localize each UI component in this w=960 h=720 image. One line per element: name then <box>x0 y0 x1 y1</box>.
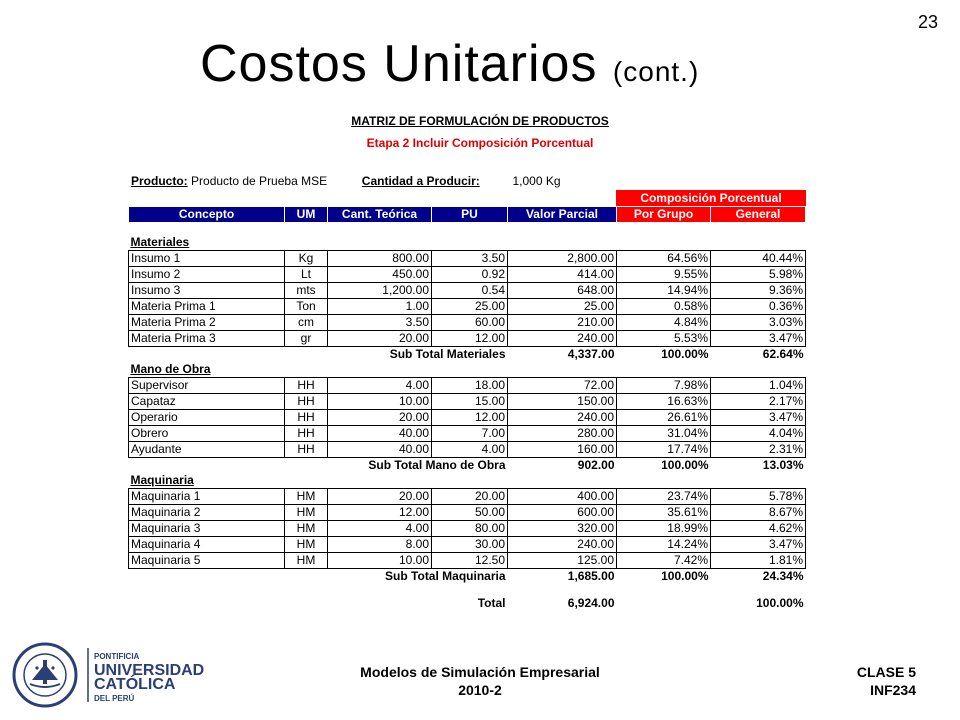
cell-cant-teorica: 450.00 <box>328 267 432 283</box>
total-label: Total <box>477 596 506 610</box>
table-row <box>129 267 806 283</box>
subtotal-group: 100.00% <box>661 458 709 472</box>
cell-um: HM <box>285 537 328 553</box>
cell-general: 2.31% <box>711 442 806 458</box>
cell-um: HH <box>285 410 328 426</box>
cell-um: HH <box>285 426 328 442</box>
cell-concepto: Capataz <box>129 394 285 410</box>
subtotal-label: Sub Total Materiales <box>389 347 506 361</box>
col-header-valor-parcial: Valor Parcial <box>508 207 617 223</box>
footer-course-code: INF234 <box>870 682 916 698</box>
subtotal-group: 100.00% <box>661 347 709 361</box>
cell-valor-parcial: 240.00 <box>508 537 617 553</box>
subtotal-row <box>129 458 806 474</box>
cell-pu: 0.54 <box>432 283 508 299</box>
table-row <box>129 394 806 410</box>
cell-um: HM <box>285 553 328 569</box>
col-header-pu: PU <box>432 207 508 223</box>
footer-class-label: CLASE 5 <box>856 664 916 680</box>
section-title: Maquinaria <box>130 473 194 487</box>
cell-um: Lt <box>285 267 328 283</box>
quantity-value: 1,000 Kg <box>512 174 561 188</box>
product-info <box>131 174 561 188</box>
cell-por-grupo: 17.74% <box>617 442 711 458</box>
logo-line-3: CATÓLICA <box>94 676 176 693</box>
cell-pu: 0.92 <box>432 267 508 283</box>
footer-class <box>857 663 916 699</box>
cell-valor-parcial: 648.00 <box>508 283 617 299</box>
cell-cant-teorica: 40.00 <box>328 426 432 442</box>
subtotal-value: 902.00 <box>577 458 615 472</box>
cell-general: 1.81% <box>711 553 806 569</box>
cell-cant-teorica: 20.00 <box>328 410 432 426</box>
cell-por-grupo: 18.99% <box>617 521 711 537</box>
footer-course <box>0 663 960 699</box>
cell-general: 8.67% <box>711 505 806 521</box>
footer-term: 2010-2 <box>458 682 502 698</box>
total-row <box>129 596 806 611</box>
cell-general: 5.78% <box>711 489 806 505</box>
cell-general: 5.98% <box>711 267 806 283</box>
footer-course-name: Modelos de Simulación Empresarial <box>360 664 600 680</box>
cost-matrix-table <box>128 206 806 611</box>
subtotal-row <box>129 569 806 585</box>
spacer-row <box>129 584 806 596</box>
spacer-cell <box>129 584 806 596</box>
cell-cant-teorica: 4.00 <box>328 521 432 537</box>
cell-por-grupo: 9.55% <box>617 267 711 283</box>
cell-por-grupo: 16.63% <box>617 394 711 410</box>
cell-um: HH <box>285 394 328 410</box>
cell-valor-parcial: 150.00 <box>508 394 617 410</box>
cell-pu: 60.00 <box>432 315 508 331</box>
cell-valor-parcial: 160.00 <box>508 442 617 458</box>
slide-title-suffix: (cont.) <box>612 56 700 87</box>
col-header-um: UM <box>285 207 328 223</box>
cell-general: 9.36% <box>711 283 806 299</box>
total-blank <box>129 596 285 611</box>
cell-concepto: Materia Prima 2 <box>129 315 285 331</box>
cell-pu: 80.00 <box>432 521 508 537</box>
cell-cant-teorica: 40.00 <box>328 442 432 458</box>
section-header-row <box>129 362 806 378</box>
table-row <box>129 299 806 315</box>
cell-valor-parcial: 414.00 <box>508 267 617 283</box>
cell-concepto: Materia Prima 1 <box>129 299 285 315</box>
cost-matrix-body <box>129 207 806 612</box>
cell-cant-teorica: 20.00 <box>328 331 432 347</box>
slide-title-main: Costos Unitarios <box>200 35 598 93</box>
cell-general: 3.47% <box>711 331 806 347</box>
cell-por-grupo: 35.61% <box>617 505 711 521</box>
section-title: Mano de Obra <box>130 362 211 376</box>
table-row <box>129 505 806 521</box>
col-header-cant-teorica: Cant. Teórica <box>328 207 432 223</box>
cell-um: Ton <box>285 299 328 315</box>
subtotal-group: 100.00% <box>661 569 709 583</box>
cell-por-grupo: 7.98% <box>617 378 711 394</box>
cell-um: cm <box>285 315 328 331</box>
cell-cant-teorica: 800.00 <box>328 251 432 267</box>
quantity-label: Cantidad a Producir: <box>361 174 480 188</box>
cell-pu: 4.00 <box>432 442 508 458</box>
table-row <box>129 553 806 569</box>
product-value: Producto de Prueba MSE <box>191 174 328 188</box>
sheet-stage: Etapa 2 Incluir Composición Porcentual <box>366 136 594 150</box>
cell-concepto: Maquinaria 2 <box>129 505 285 521</box>
cell-general: 3.47% <box>711 537 806 553</box>
subtotal-general: 62.64% <box>762 347 804 361</box>
cell-pu: 12.00 <box>432 410 508 426</box>
col-header-concepto: Concepto <box>129 207 285 223</box>
section-header-row <box>129 473 806 489</box>
cell-um: Kg <box>285 251 328 267</box>
cell-general: 3.03% <box>711 315 806 331</box>
cell-concepto: Insumo 1 <box>129 251 285 267</box>
spacer-row <box>129 223 806 236</box>
cell-concepto: Ayudante <box>129 442 285 458</box>
composition-header: Composición Porcentual <box>616 190 806 206</box>
cell-pu: 7.00 <box>432 426 508 442</box>
cell-pu: 30.00 <box>432 537 508 553</box>
section-title: Materiales <box>130 235 190 249</box>
cell-por-grupo: 14.24% <box>617 537 711 553</box>
logo-line-4: DEL PERÚ <box>94 694 135 703</box>
cell-pu: 3.50 <box>432 251 508 267</box>
cell-concepto: Materia Prima 3 <box>129 331 285 347</box>
cell-por-grupo: 4.84% <box>617 315 711 331</box>
cell-cant-teorica: 1,200.00 <box>328 283 432 299</box>
cell-valor-parcial: 72.00 <box>508 378 617 394</box>
cell-um: HH <box>285 378 328 394</box>
cell-por-grupo: 7.42% <box>617 553 711 569</box>
cell-pu: 12.00 <box>432 331 508 347</box>
table-row <box>129 331 806 347</box>
header-row <box>129 207 806 223</box>
subtotal-general: 13.03% <box>762 458 804 472</box>
cell-valor-parcial: 125.00 <box>508 553 617 569</box>
subtotal-label: Sub Total Mano de Obra <box>368 458 506 472</box>
subtotal-blank <box>129 569 285 585</box>
cell-valor-parcial: 240.00 <box>508 331 617 347</box>
total-group-blank <box>617 596 711 611</box>
col-header-por-grupo: Por Grupo <box>617 207 711 223</box>
cell-cant-teorica: 3.50 <box>328 315 432 331</box>
table-row <box>129 378 806 394</box>
cell-pu: 50.00 <box>432 505 508 521</box>
subtotal-blank <box>129 458 285 474</box>
subtotal-row <box>129 347 806 363</box>
cell-concepto: Obrero <box>129 426 285 442</box>
subtotal-blank <box>129 347 285 363</box>
cell-general: 4.62% <box>711 521 806 537</box>
sheet-heading-text: MATRIZ DE FORMULACIÓN DE PRODUCTOS <box>351 114 609 128</box>
cell-um: HM <box>285 521 328 537</box>
cell-general: 2.17% <box>711 394 806 410</box>
col-header-general: General <box>711 207 806 223</box>
cell-pu: 12.50 <box>432 553 508 569</box>
cell-concepto: Supervisor <box>129 378 285 394</box>
logo-line-1: PONTIFICIA <box>94 652 140 661</box>
cell-concepto: Insumo 3 <box>129 283 285 299</box>
cell-cant-teorica: 8.00 <box>328 537 432 553</box>
logo-line-2: UNIVERSIDAD <box>94 662 205 679</box>
cell-um: HM <box>285 489 328 505</box>
slide-title <box>200 34 699 94</box>
cell-valor-parcial: 320.00 <box>508 521 617 537</box>
cell-cant-teorica: 4.00 <box>328 378 432 394</box>
cell-concepto: Maquinaria 5 <box>129 553 285 569</box>
cell-cant-teorica: 12.00 <box>328 505 432 521</box>
table-row <box>129 283 806 299</box>
cell-cant-teorica: 10.00 <box>328 553 432 569</box>
section-header-row <box>129 235 806 251</box>
cell-general: 1.04% <box>711 378 806 394</box>
cell-valor-parcial: 600.00 <box>508 505 617 521</box>
cell-um: HH <box>285 442 328 458</box>
cell-concepto: Insumo 2 <box>129 267 285 283</box>
table-row <box>129 521 806 537</box>
total-general: 100.00% <box>756 596 804 610</box>
cell-por-grupo: 5.53% <box>617 331 711 347</box>
cell-concepto: Maquinaria 4 <box>129 537 285 553</box>
table-row <box>129 489 806 505</box>
cell-general: 40.44% <box>711 251 806 267</box>
cell-por-grupo: 64.56% <box>617 251 711 267</box>
cell-por-grupo: 26.61% <box>617 410 711 426</box>
cell-cant-teorica: 10.00 <box>328 394 432 410</box>
cell-valor-parcial: 400.00 <box>508 489 617 505</box>
cell-general: 0.36% <box>711 299 806 315</box>
table-row <box>129 315 806 331</box>
subtotal-value: 1,685.00 <box>567 569 615 583</box>
subtotal-value: 4,337.00 <box>567 347 615 361</box>
cell-valor-parcial: 25.00 <box>508 299 617 315</box>
sheet-heading <box>0 114 960 128</box>
subtotal-label: Sub Total Maquinaria <box>385 569 506 583</box>
cell-um: HM <box>285 505 328 521</box>
cell-valor-parcial: 280.00 <box>508 426 617 442</box>
cell-cant-teorica: 1.00 <box>328 299 432 315</box>
cell-valor-parcial: 240.00 <box>508 410 617 426</box>
table-row <box>129 426 806 442</box>
cell-general: 3.47% <box>711 410 806 426</box>
cell-general: 4.04% <box>711 426 806 442</box>
cell-valor-parcial: 210.00 <box>508 315 617 331</box>
cell-concepto: Maquinaria 3 <box>129 521 285 537</box>
cell-um: gr <box>285 331 328 347</box>
spacer-cell <box>129 223 806 236</box>
cell-por-grupo: 0.58% <box>617 299 711 315</box>
table-row <box>129 442 806 458</box>
total-value: 6,924.00 <box>567 596 615 610</box>
cell-concepto: Operario <box>129 410 285 426</box>
cell-um: mts <box>285 283 328 299</box>
cell-pu: 18.00 <box>432 378 508 394</box>
product-label: Producto: <box>131 174 188 188</box>
table-row <box>129 410 806 426</box>
cell-por-grupo: 14.94% <box>617 283 711 299</box>
cell-pu: 20.00 <box>432 489 508 505</box>
cell-concepto: Maquinaria 1 <box>129 489 285 505</box>
cell-cant-teorica: 20.00 <box>328 489 432 505</box>
cell-pu: 15.00 <box>432 394 508 410</box>
cell-pu: 25.00 <box>432 299 508 315</box>
slide-number: 23 <box>917 12 938 32</box>
table-row <box>129 537 806 553</box>
cell-valor-parcial: 2,800.00 <box>508 251 617 267</box>
cell-por-grupo: 23.74% <box>617 489 711 505</box>
cell-por-grupo: 31.04% <box>617 426 711 442</box>
table-row <box>129 251 806 267</box>
subtotal-general: 24.34% <box>762 569 804 583</box>
